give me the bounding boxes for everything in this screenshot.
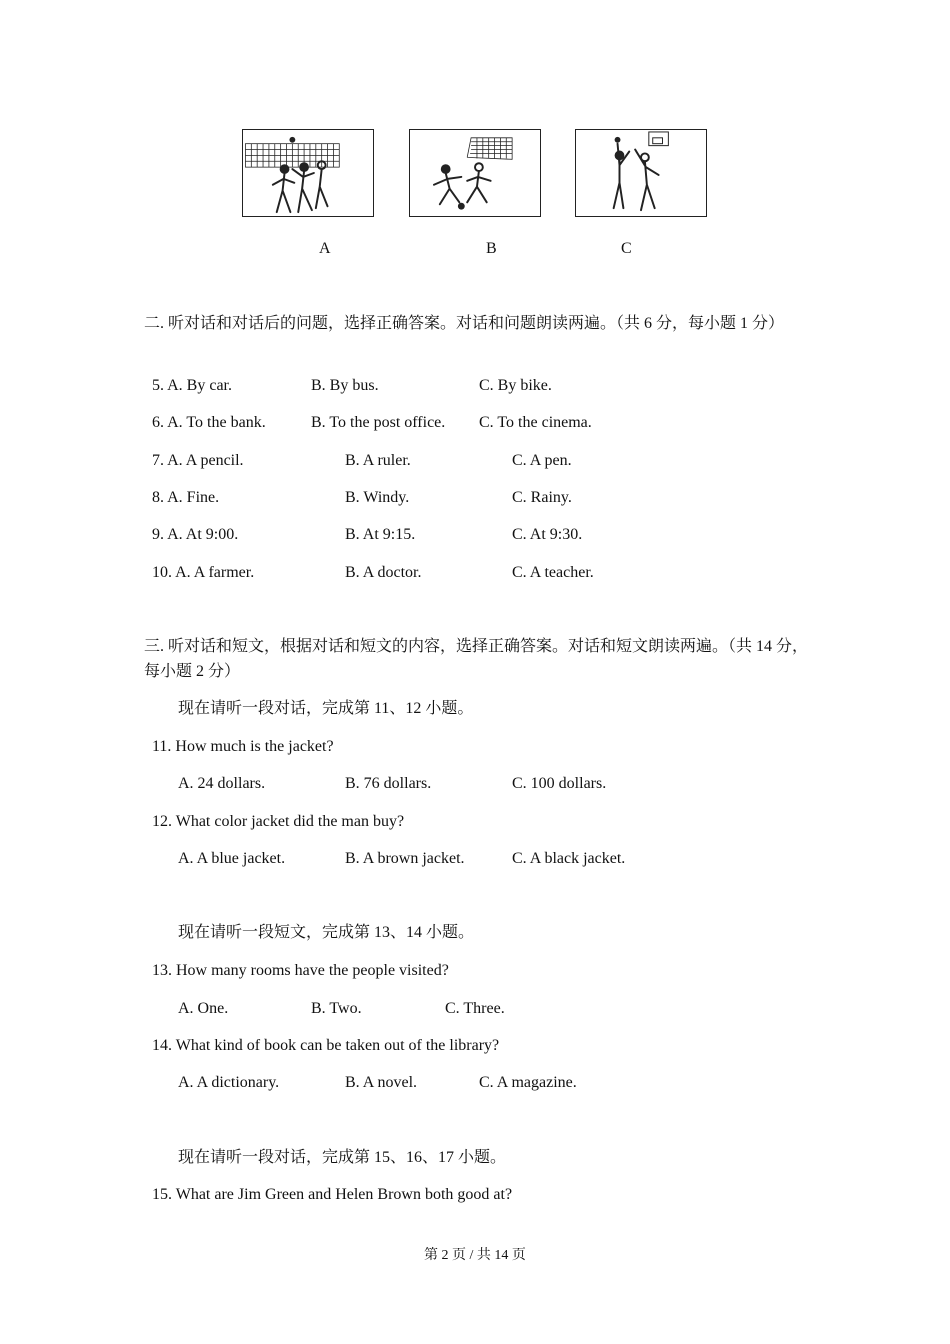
picture-label-a: A <box>319 240 331 257</box>
q8-option-b: B. Windy. <box>345 489 410 506</box>
q10-option-c: C. A teacher. <box>512 564 594 581</box>
section3-intro-dialogue2: 现在请听一段对话，完成第 15、16、17 小题。 <box>178 1149 507 1166</box>
section3-heading: 三. 听对话和短文，根据对话和短文的内容，选择正确答案。对话和短文朗读两遍。（共 14 分，每小题 2 分） <box>144 638 809 680</box>
q13-option-b: B. Two. <box>311 1000 362 1017</box>
q13-option-c: C. Three. <box>445 1000 505 1017</box>
q6-option-c: C. To the cinema. <box>479 414 592 431</box>
q11-option-c: C. 100 dollars. <box>512 775 607 792</box>
q9-option-c: C. At 9:30. <box>512 526 583 543</box>
picture-label-b: B <box>486 240 497 257</box>
picture-b <box>409 129 541 217</box>
q11-stem: 11. How much is the jacket? <box>152 738 334 755</box>
q8-option-a: 8. A. Fine. <box>152 489 220 506</box>
q13-option-a: A. One. <box>178 1000 229 1017</box>
q6-option-a: 6. A. To the bank. <box>152 414 266 431</box>
q14-option-c: C. A magazine. <box>479 1074 577 1091</box>
q5-option-c: C. By bike. <box>479 377 552 394</box>
section2-heading: 二. 听对话和对话后的问题，选择正确答案。对话和问题朗读两遍。（共 6 分，每小题 1 分） <box>144 315 785 332</box>
q11-option-b: B. 76 dollars. <box>345 775 432 792</box>
q12-option-b: B. A brown jacket. <box>345 850 465 867</box>
q15-stem: 15. What are Jim Green and Helen Brown both good at? <box>152 1186 513 1203</box>
page-footer: 第 2 页 / 共 14 页 <box>424 1248 526 1263</box>
q7-option-a: 7. A. A pencil. <box>152 452 244 469</box>
q12-option-c: C. A black jacket. <box>512 850 626 867</box>
q14-option-a: A. A dictionary. <box>178 1074 280 1091</box>
picture-a <box>242 129 374 217</box>
q11-option-a: A. 24 dollars. <box>178 775 266 792</box>
q10-option-b: B. A doctor. <box>345 564 422 581</box>
q12-stem: 12. What color jacket did the man buy? <box>152 813 405 830</box>
q5-option-a: 5. A. By car. <box>152 377 232 394</box>
q14-stem: 14. What kind of book can be taken out of the library? <box>152 1037 500 1054</box>
q9-option-a: 9. A. At 9:00. <box>152 526 239 543</box>
volleyball-players-icon <box>243 130 373 216</box>
q10-option-a: 10. A. A farmer. <box>152 564 255 581</box>
picture-label-c: C <box>621 240 632 257</box>
q6-option-b: B. To the post office. <box>311 414 446 431</box>
q7-option-b: B. A ruler. <box>345 452 411 469</box>
q5-option-b: B. By bus. <box>311 377 379 394</box>
q13-stem: 13. How many rooms have the people visited? <box>152 962 449 979</box>
q7-option-c: C. A pen. <box>512 452 572 469</box>
q9-option-b: B. At 9:15. <box>345 526 416 543</box>
soccer-players-icon <box>410 130 540 216</box>
section3-intro-passage: 现在请听一段短文，完成第 13、14 小题。 <box>178 924 475 941</box>
q8-option-c: C. Rainy. <box>512 489 572 506</box>
picture-c <box>575 129 707 217</box>
basketball-players-icon <box>576 130 706 216</box>
q14-option-b: B. A novel. <box>345 1074 418 1091</box>
q12-option-a: A. A blue jacket. <box>178 850 286 867</box>
section3-intro-dialogue1: 现在请听一段对话，完成第 11、12 小题。 <box>178 700 474 717</box>
